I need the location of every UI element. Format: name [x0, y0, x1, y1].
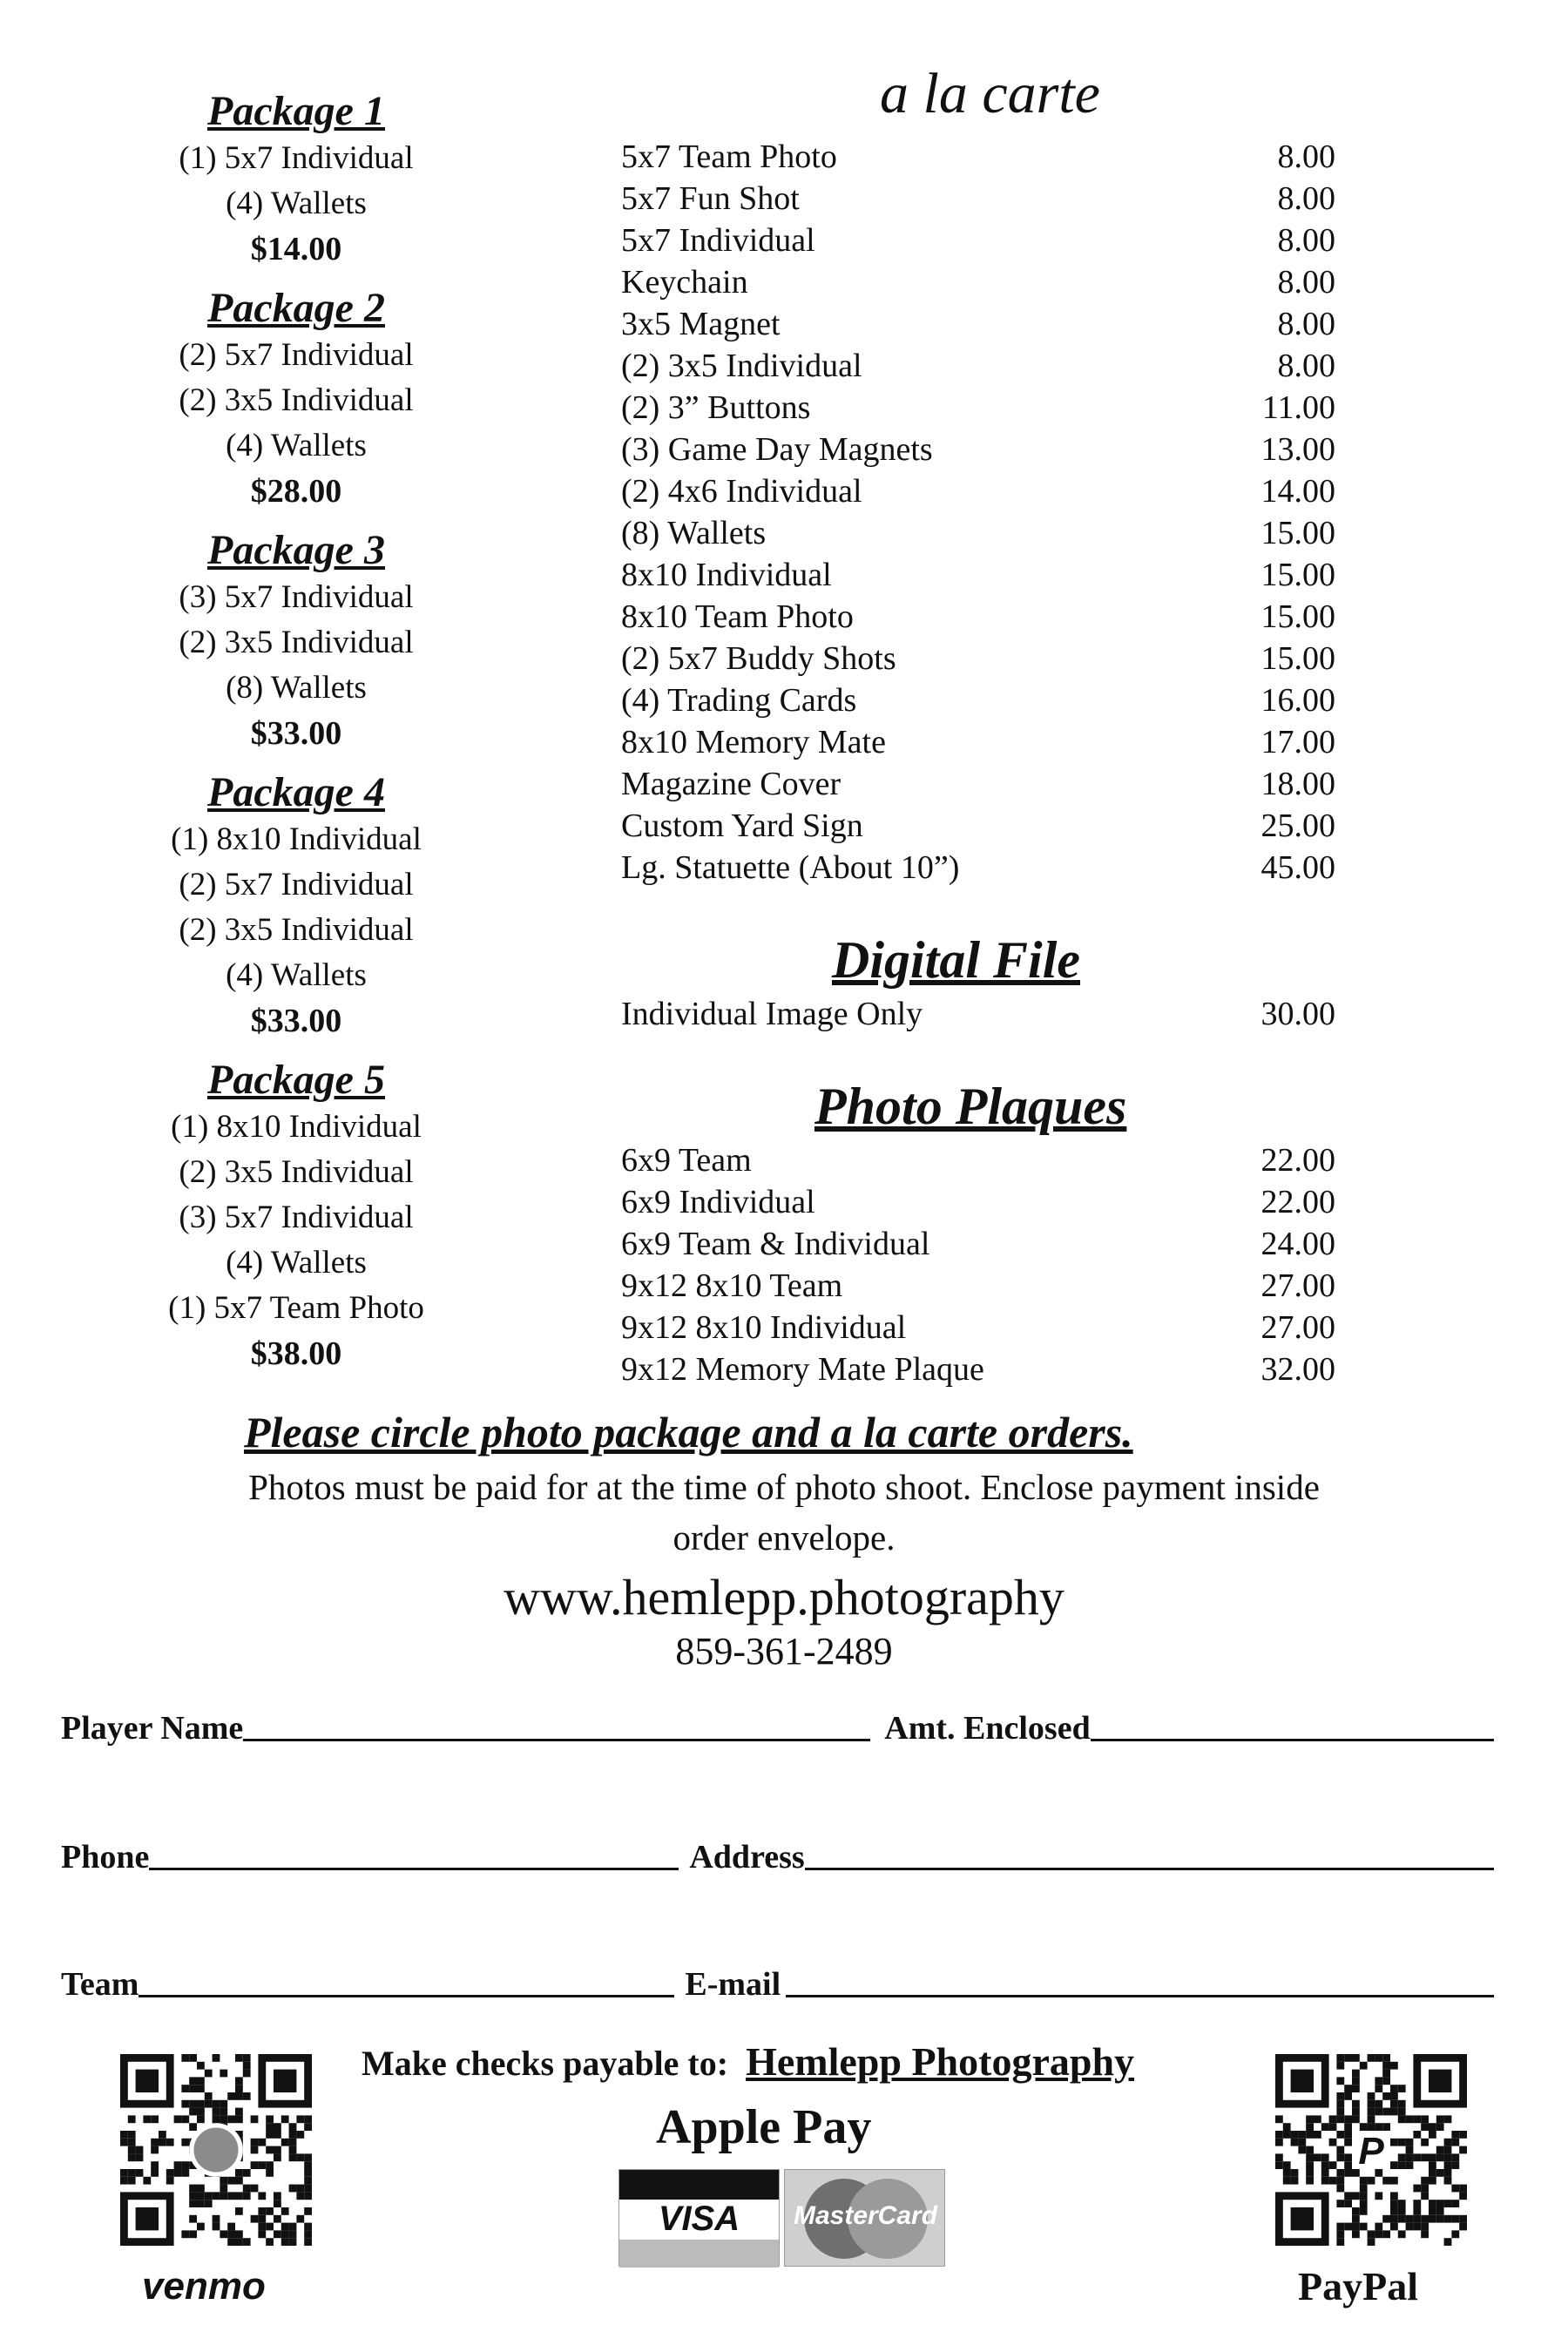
checks-line: [362, 2038, 1134, 2085]
a-la-carte-title: a la carte: [880, 62, 1100, 125]
item-price: 11.00: [1261, 389, 1335, 426]
price-row: [621, 1307, 1335, 1348]
item-price: 22.00: [1260, 1142, 1335, 1179]
item-price: 15.00: [1260, 598, 1335, 635]
item-name: 8x10 Team Photo: [621, 598, 854, 635]
item-name: Magazine Cover: [621, 766, 841, 802]
price-row: [621, 847, 1335, 889]
phone-field[interactable]: [149, 1838, 679, 1870]
item-name: (3) Game Day Magnets: [621, 431, 933, 468]
package-item: (3) 5x7 Individual: [179, 579, 414, 615]
package-item: (2) 3x5 Individual: [179, 382, 414, 418]
item-name: Lg. Statuette (About 10”): [621, 849, 960, 886]
checks-label: Make checks payable to:: [362, 2044, 729, 2083]
item-price: 14.00: [1260, 473, 1335, 510]
package-item: (2) 3x5 Individual: [179, 1154, 414, 1190]
payee-name: Hemlepp Photography: [746, 2039, 1135, 2084]
package-title: Package 5: [207, 1057, 385, 1103]
team-label: Team: [61, 1966, 139, 2003]
item-price: 18.00: [1260, 766, 1335, 802]
item-price: 13.00: [1260, 431, 1335, 468]
package-item: (2) 5x7 Individual: [179, 337, 414, 373]
amt-enclosed-label: Amt. Enclosed: [884, 1710, 1091, 1747]
item-price: 25.00: [1260, 808, 1335, 844]
circle-instruction: Please circle photo package and a la carte orders.: [244, 1408, 1133, 1456]
player-name-label: Player Name: [61, 1710, 244, 1747]
price-row: [621, 596, 1335, 638]
item-name: (2) 5x7 Buddy Shots: [621, 640, 896, 677]
item-name: Keychain: [621, 264, 748, 301]
item-name: (2) 4x6 Individual: [621, 473, 862, 510]
item-name: 5x7 Individual: [621, 222, 815, 259]
package-item: (2) 3x5 Individual: [179, 912, 414, 948]
package-item: (4) Wallets: [226, 1245, 367, 1281]
package-item: (3) 5x7 Individual: [179, 1200, 414, 1235]
package-item: (4) Wallets: [226, 957, 367, 993]
visa-logo: [618, 2169, 780, 2267]
item-name: Custom Yard Sign: [621, 808, 863, 844]
item-name: (4) Trading Cards: [621, 682, 857, 719]
payment-note-line2: order envelope.: [672, 1517, 896, 1558]
price-row: [621, 763, 1335, 805]
item-name: 9x12 8x10 Team: [621, 1267, 843, 1304]
item-name: 8x10 Individual: [621, 557, 832, 593]
photo-plaques-list: [621, 1139, 1335, 1390]
package-item: (1) 8x10 Individual: [171, 821, 422, 857]
item-price: 17.00: [1260, 724, 1335, 760]
packages-column: [122, 87, 470, 1389]
website[interactable]: www.hemlepp.photography: [504, 1569, 1064, 1625]
visa-bottom-band: [619, 2240, 779, 2268]
price-row: [621, 429, 1335, 470]
amt-enclosed-field[interactable]: [1091, 1709, 1494, 1741]
price-row: [621, 721, 1335, 763]
payment-note-line1: Photos must be paid for at the time of photo shoot. Enclose payment inside: [248, 1467, 1320, 1507]
email-label: E-mail: [685, 1966, 781, 2003]
digital-file-title: Digital File: [832, 931, 1080, 989]
price-row: [621, 303, 1335, 345]
form-row-1: [61, 1709, 1494, 1747]
price-row: [621, 1265, 1335, 1307]
svg-text:P: P: [1358, 2129, 1384, 2173]
email-field[interactable]: [786, 1965, 1494, 1997]
item-price: 24.00: [1260, 1226, 1335, 1262]
package-title: Package 4: [207, 769, 385, 815]
item-name: 3x5 Magnet: [621, 306, 781, 342]
item-name: 6x9 Team & Individual: [621, 1226, 930, 1262]
item-price: 8.00: [1277, 306, 1335, 342]
mastercard-logo: [784, 2169, 945, 2267]
form-row-3: [61, 1965, 1494, 2004]
price-row: [621, 387, 1335, 429]
paypal-qr-code-icon[interactable]: [1275, 2054, 1467, 2246]
venmo-label: venmo: [142, 2265, 266, 2308]
digital-file-list: [621, 993, 1335, 1035]
package-title: Package 3: [207, 527, 385, 573]
visa-top-band: [619, 2170, 779, 2200]
price-row: [621, 993, 1335, 1035]
package-item: (8) Wallets: [226, 670, 367, 706]
item-price: 15.00: [1260, 515, 1335, 551]
price-row: [621, 470, 1335, 512]
package-item: (1) 8x10 Individual: [171, 1109, 422, 1145]
mastercard-wordmark: MasterCard: [793, 2201, 938, 2230]
form-row-2: [61, 1838, 1494, 1876]
address-label: Address: [689, 1839, 805, 1876]
photo-plaques-title: Photo Plaques: [814, 1078, 1127, 1135]
package-item: (1) 5x7 Individual: [179, 140, 414, 176]
package-item: (2) 5x7 Individual: [179, 867, 414, 902]
paypal-label: PayPal: [1298, 2264, 1418, 2308]
package-price: $33.00: [250, 1003, 342, 1039]
phone-number: 859-361-2489: [675, 1630, 893, 1673]
item-name: (2) 3x5 Individual: [621, 348, 862, 384]
item-name: 5x7 Team Photo: [621, 139, 837, 175]
visa-wordmark: VISA: [658, 2200, 740, 2238]
item-name: Individual Image Only: [621, 996, 923, 1032]
package-price: $33.00: [250, 715, 342, 752]
price-row: [621, 220, 1335, 261]
item-price: 30.00: [1260, 996, 1335, 1032]
price-row: [621, 1223, 1335, 1265]
price-row: [621, 345, 1335, 387]
item-price: 8.00: [1277, 139, 1335, 175]
package-price: $38.00: [250, 1335, 342, 1372]
item-price: 15.00: [1260, 640, 1335, 677]
price-row: [621, 638, 1335, 679]
price-row: [621, 178, 1335, 220]
item-name: 6x9 Individual: [621, 1184, 815, 1220]
package-title: Package 1: [207, 88, 385, 134]
item-price: 32.00: [1260, 1351, 1335, 1388]
package-price: $28.00: [250, 473, 342, 510]
team-field[interactable]: [139, 1965, 674, 1997]
venmo-qr-code-icon[interactable]: [120, 2054, 312, 2246]
price-row: [621, 679, 1335, 721]
a-la-carte-list: [621, 136, 1335, 889]
item-price: 27.00: [1260, 1309, 1335, 1346]
item-price: 8.00: [1277, 348, 1335, 384]
item-name: (2) 3” Buttons: [621, 389, 811, 426]
item-price: 22.00: [1260, 1184, 1335, 1220]
package-item: (2) 3x5 Individual: [179, 625, 414, 660]
phone-label: Phone: [61, 1839, 150, 1876]
item-price: 27.00: [1260, 1267, 1335, 1304]
price-row: [621, 805, 1335, 847]
item-price: 8.00: [1277, 222, 1335, 259]
price-row: [621, 136, 1335, 178]
package-item: (4) Wallets: [226, 428, 367, 463]
package-item: (4) Wallets: [226, 186, 367, 221]
price-row: [621, 512, 1335, 554]
price-row: [621, 1139, 1335, 1181]
price-row: [621, 1348, 1335, 1390]
price-row: [621, 554, 1335, 596]
item-name: 9x12 8x10 Individual: [621, 1309, 907, 1346]
item-name: (8) Wallets: [621, 515, 767, 551]
item-price: 16.00: [1260, 682, 1335, 719]
item-price: 15.00: [1260, 557, 1335, 593]
apple-pay-label: Apple Pay: [656, 2100, 872, 2154]
item-price: 8.00: [1277, 180, 1335, 217]
price-row: [621, 261, 1335, 303]
price-row: [621, 1181, 1335, 1223]
address-field[interactable]: [805, 1838, 1494, 1870]
item-name: 6x9 Team: [621, 1142, 752, 1179]
item-price: 8.00: [1277, 264, 1335, 301]
package-price: $14.00: [250, 231, 342, 267]
item-name: 9x12 Memory Mate Plaque: [621, 1351, 984, 1388]
player-name-field[interactable]: [243, 1709, 870, 1741]
item-name: 8x10 Memory Mate: [621, 724, 886, 760]
package-item: (1) 5x7 Team Photo: [168, 1290, 424, 1326]
item-name: 5x7 Fun Shot: [621, 180, 800, 217]
package-title: Package 2: [207, 285, 385, 331]
item-price: 45.00: [1260, 849, 1335, 886]
